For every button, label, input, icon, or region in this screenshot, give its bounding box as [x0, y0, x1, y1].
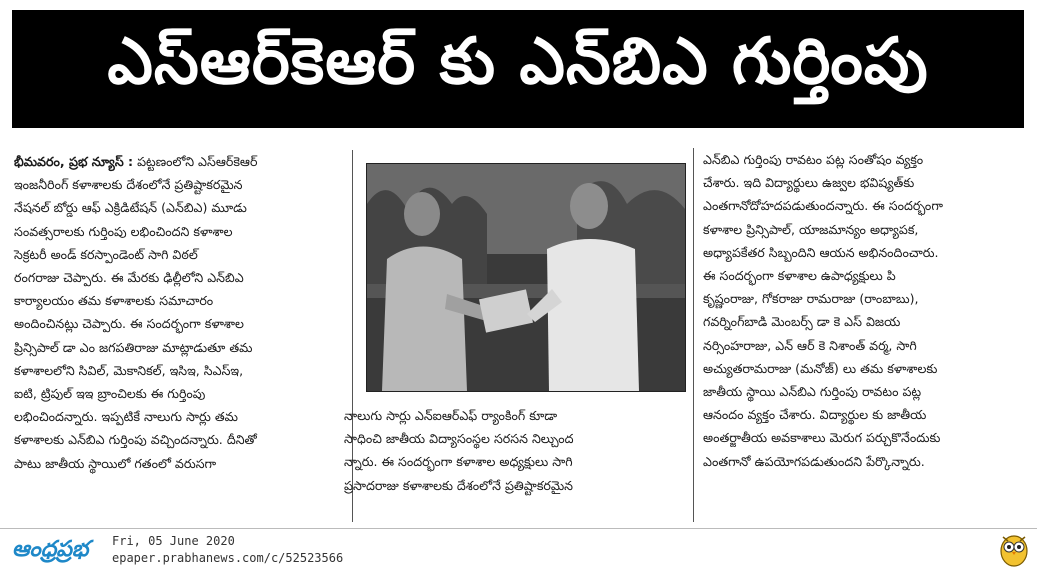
- paragraph-line: సెక్రటరీ అండ్ కరస్పాండెంట్ సాగి విఠల్: [14, 246, 198, 262]
- epaper-url[interactable]: epaper.prabhanews.com/c/52523566: [112, 551, 344, 565]
- paragraph-line: చేశారు. ఇది విద్యార్థులు ఉజ్వల భవిష్యత్‌కు: [703, 175, 915, 191]
- publication-logo[interactable]: ఆంధ్రప్రభ: [12, 537, 89, 562]
- paragraph-line: ఎన్‌బిఎ గుర్తింపు రావటం పట్ల సంతోషం వ్యక్తం: [703, 152, 924, 167]
- paragraph-line: లభించిందన్నారు. ఇప్పటికే నాలుగు సార్లు తమ: [14, 409, 238, 425]
- paragraph-line: కళాశాలలోని సివిల్, మెకానికల్, ఇసిఇ, సిఎస్‌ఇ,: [14, 362, 244, 378]
- paragraph-line: నర్సింహరాజు, ఎన్ ఆర్ కె నిశాంత్ వర్మ, సాగి: [703, 337, 917, 353]
- photo-illustration: [367, 164, 685, 391]
- paragraph-line: కళాశాల ప్రిన్సిపాల్, యాజమాన్యం అధ్యాపక,: [703, 221, 919, 237]
- owl-mascot-icon: [999, 531, 1029, 567]
- column-divider: [693, 148, 694, 522]
- footer-meta: [112, 533, 343, 567]
- paragraph-line: అచ్యుతరామరాజు (మనోజ్) లు తమ కళాశాలకు: [703, 360, 938, 376]
- paragraph-line: ఎంతగానోదోహదపడుతుందన్నారు. ఈ సందర్భంగా: [703, 198, 943, 214]
- paragraph-line: [14, 150, 352, 173]
- paragraph-line: రంగరాజు చెప్పారు. ఈ మేరకు ఢిల్లీలోని ఎన్‌బిఎ: [14, 270, 244, 286]
- paragraph-line: కార్యాలయం తమ కళాశాలకు సమాచారం: [14, 293, 214, 309]
- paragraph-line: అందించినట్లు చెప్పారు. ఈ సందర్భంగా కళాశాల: [14, 316, 244, 332]
- right-column: [703, 148, 1033, 473]
- paragraph-line: అధ్యాపకేతర సిబ్బందిని ఆయన అభినందించారు.: [703, 244, 939, 260]
- paragraph-line: సంవత్సరాలకు గుర్తింపు లభించిందని కళాశాల: [14, 223, 233, 239]
- footer: [0, 528, 1037, 571]
- paragraph-line: కళాశాలకు ఎన్‌బిఎ గుర్తింపు వచ్చిందన్నారు. దీనితో: [14, 432, 257, 448]
- paragraph-line: సాధించి జాతీయ విద్యాసంస్థల సరసన నిల్చుంద: [344, 431, 574, 447]
- paragraph-line: న్నారు. ఈ సందర్భంగా కళాశాల అధ్యక్షులు సాగి: [344, 454, 573, 470]
- news-photo: [366, 163, 686, 392]
- paragraph-line: గవర్నింగ్‌బాడి మెంబర్స్ డా కె ఎస్ విజయ: [703, 314, 901, 330]
- middle-column: [344, 404, 684, 497]
- paragraph-line: ఆనందం వ్యక్తం చేశారు. విద్యార్థుల కు జాతీయ: [703, 407, 927, 423]
- paragraph-line: నాలుగు సార్లు ఎన్‌ఐఆర్‌ఎఫ్ ర్యాంకింగ్ కూడా: [344, 408, 558, 423]
- paragraph-line: కృష్ణంరాజు, గోకరాజు రామరాజు (రాంబాబు),: [703, 291, 919, 307]
- paragraph-line: ఈ సందర్భంగా కళాశాల ఉపాధ్యక్షులు పి: [703, 268, 896, 284]
- dateline: భీమవరం, ప్రభ న్యూస్ :: [14, 154, 134, 169]
- paragraph-line-text: పట్టణంలోని ఎస్‌ఆర్‌కెఆర్: [137, 154, 258, 169]
- paragraph-line: ఎంతగానో ఉపయోగపడుతుందని పేర్కొన్నారు.: [703, 453, 925, 469]
- paragraph-line: అంతర్జాతీయ అవకాశాలు మెరుగ పర్చుకొనేందుకు: [703, 430, 941, 446]
- paragraph-line: ఇంజనీరింగ్ కళాశాలకు దేశంలోనే ప్రతిష్టాకరమైన: [14, 177, 243, 193]
- paragraph-line: నేషనల్ బోర్డు ఆఫ్ ఎక్రిడిటేషన్ (ఎన్‌బిఎ) మూడు: [14, 200, 247, 216]
- headline-banner: [12, 10, 1024, 128]
- paragraph-line: ప్రసాదరాజు కళాశాలకు దేశంలోనే ప్రతిష్టాకరమైన: [344, 477, 574, 493]
- paragraph-line: జాతీయ స్థాయి ఎన్‌బిఎ గుర్తింపు రావటం పట్ల: [703, 384, 922, 400]
- left-column: [14, 150, 352, 475]
- paragraph-line: ప్రిన్సిపాల్ డా ఎం జగపతిరాజు మాట్లాడుతూ తమ: [14, 339, 253, 355]
- headline: ఎస్ఆర్‌కెఆర్ కు ఎన్‌బిఎ గుర్తింపు: [107, 24, 929, 99]
- paragraph-line: ఐటి, ట్రిపుల్ ఇఇ బ్రాంచిలకు ఈ గుర్తింపు: [14, 386, 206, 402]
- publish-date: Fri, 05 June 2020: [112, 534, 235, 548]
- paragraph-line: పాటు జాతీయ స్థాయిలో గతంలో వరుసగా: [14, 455, 217, 471]
